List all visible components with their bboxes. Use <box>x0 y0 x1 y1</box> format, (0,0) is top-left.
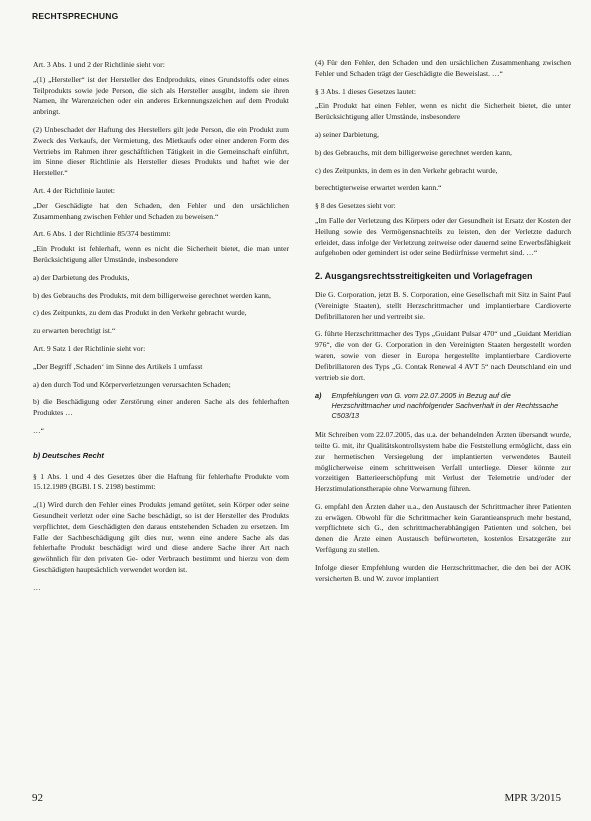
paragraph: b) des Gebrauchs, mit dem billigerweise gerechnet werden kann, <box>315 147 512 157</box>
page-number: 92 <box>32 792 43 804</box>
paragraph: Art. 6 Abs. 1 der Richtlinie 85/374 bestimmt: <box>33 229 171 239</box>
left-column <box>33 60 289 600</box>
note-letter: a) <box>315 391 322 401</box>
right-column-mid <box>315 290 571 383</box>
subsection-note <box>315 391 571 420</box>
note-text: Empfehlungen von G. vom 22.07.2005 in Bezug auf die Herzschrittmacher und nachfolgender Sachverhalt in der Rechtssache C503/13 <box>331 391 559 420</box>
paragraph: a) seiner Darbietung, <box>315 129 379 139</box>
paragraph: § 1 Abs. 1 und 4 des Gesetzes über die Haftung für fehlerhafte Produkte vom 15.12.1989 (BGBl. I S. 2198) bestimmt: <box>33 471 289 492</box>
paragraph: a) den durch Tod und Körperverletzungen verursachten Schaden; <box>33 379 231 389</box>
paragraph: „(1) Wird durch den Fehler eines Produkts jemand getötet, sein Körper oder seine Gesundheit verletzt oder eine Sache beschädigt, so ist der Hersteller des Produkts verpflichtet, dem Geschädigten den daraus entstehenden Schaden zu ersetzen. Im Falle der Sachbeschädigung gilt dies nur, wenn eine andere Sache als das fehlerhafte Produkt beschädigt wird und diese andere Sache ihrer Art nach gewöhnlich für den privaten Ge- oder Verbrauch bestimmt und hierzu von dem Geschädigten hauptsächlich verwendet worden ist. <box>33 500 289 574</box>
paragraph: Art. 9 Satz 1 der Richtlinie sieht vor: <box>33 343 146 353</box>
paragraph: „Der Begriff ‚Schaden‘ im Sinne des Artikels 1 umfasst <box>33 361 203 371</box>
paragraph: „(1) „Hersteller“ ist der Hersteller des Endprodukts, eines Grundstoffs oder eines Teilprodukts sowie jede Person, die sich als Hersteller ausgibt, indem sie ihren Namen, ihr Warenzeichen oder ein anderes Erkennungszeichen auf dem Produkt anbringt. <box>33 74 289 117</box>
paragraph: Die G. Corporation, jetzt B. S. Corporation, eine Gesellschaft mit Sitz in Saint Paul (Vereinigte Staaten), stellt Herzschrittmacher und implantierbare Cardioverte Defibrillatoren her und vertreibt sie. <box>315 289 571 321</box>
paragraph: Art. 3 Abs. 1 und 2 der Richtlinie sieht vor: <box>33 60 165 69</box>
paragraph: „Der Geschädigte hat den Schaden, den Fehler und den ursächlichen Zusammenhang zwischen Fehler und Schaden zu beweisen.“ <box>33 200 289 221</box>
paragraph: berechtigterweise erwartet werden kann.“ <box>315 183 442 193</box>
paragraph: a) der Darbietung des Produkts, <box>33 272 130 282</box>
paragraph: G. führte Herzschrittmacher des Typs „Guidant Pulsar 470“ und „Guidant Meridian 976“, die von der G. Corporation in den Vereinigten Staaten hergestellt worden waren, sowie von dieser in Europa hergestellte implantierbare Cardioverte Defibrillatoren des Typs „G. Contak Renewal 4 AVT 5“ nach Deutschland ein und vertrieb sie dort. <box>315 329 571 382</box>
right-column-top <box>315 58 571 259</box>
paragraph: …“ <box>33 425 44 435</box>
paragraph: „Ein Produkt hat einen Fehler, wenn es nicht die Sicherheit bietet, die unter Berücksichtigung aller Umstände, insbesondere <box>315 101 571 122</box>
right-column-bottom <box>315 430 571 584</box>
paragraph: zu erwarten berechtigt ist.“ <box>33 326 116 336</box>
right-column <box>315 58 571 591</box>
paragraph: § 8 des Gesetzes sieht vor: <box>315 201 396 211</box>
paragraph: „Ein Produkt ist fehlerhaft, wenn es nicht die Sicherheit bietet, die man unter Berücksichtigung aller Umstände, insbesondere <box>33 244 289 264</box>
paragraph: b) des Gebrauchs des Produkts, mit dem billigerweise gerechnet werden kann, <box>33 290 271 300</box>
page-section-title: RECHTSPRECHUNG <box>32 11 119 21</box>
paragraph: c) des Zeitpunkts, in dem es in den Verkehr gebracht wurde, <box>315 165 498 175</box>
paragraph: c) des Zeitpunkts, zu dem das Produkt in den Verkehr gebracht wurde, <box>33 308 247 318</box>
paragraph: „Im Falle der Verletzung des Körpers oder der Gesundheit ist Ersatz der Kosten der Heilung sowie des Vermögensnachteils zu leisten, den der Verletzte dadurch erleidet, dass infolge der Verletzung zeitweise oder dauernd seine Erwerbsfähigkeit aufgehoben oder gemindert ist oder seine Bedürfnisse vermehrt sind. …“ <box>315 215 571 258</box>
paragraph: § 3 Abs. 1 dieses Gesetzes lautet: <box>315 86 417 96</box>
page-footer <box>32 792 561 804</box>
paragraph: G. empfahl den Ärzten daher u.a., den Austausch der Schrittmacher ihrer Patienten zu erwägen. Obwohl für die Schrittmacher kein Garantieanspruch mehr bestand, verpflichtete sich G., den schrittmacherabhängigen Patienten und solchen, bei denen die Ärzte einen Austausch befürworteten, kostenlos Ersatzgeräte zur Verfügung zu stellen. <box>315 501 571 555</box>
paragraph: (2) Unbeschadet der Haftung des Herstellers gilt jede Person, die ein Produkt zum Zweck des Verkaufs, der Vermietung, des Mietkaufs oder einer anderen Form des Vertriebs im Rahmen ihrer geschäftlichen Tätigkeit in die Gemeinschaft einführt, im Sinne dieser Richtlinie als Hersteller dieses Produkts und haftet wie der Hersteller.“ <box>33 124 289 178</box>
section-heading: 2. Ausgangsrechtsstreitigkeiten und Vorlagefragen <box>315 271 533 282</box>
paragraph: Art. 4 der Richtlinie lautet: <box>33 185 116 195</box>
paragraph: Mit Schreiben vom 22.07.2005, das u.a. der behandelnden Ärzten übersandt wurde, teilte G. mit, ihr Qualitätskontrollsystem habe die Feststellung ermöglicht, dass ein zur hermetischen Versiegelung der implantierten verwendetes Bauteil möglicherweise einem schrittweisen Verfall unterliege. Dieser könnte zur vorzeitigen Batterieerschöpfung mit Verlust der Telemetrie und/oder der Herzstimulationstherapie ohne Vorwarnung führen. <box>315 430 571 494</box>
paragraph: … <box>33 582 41 592</box>
paragraph: Infolge dieser Empfehlung wurden die Herzschrittmacher, die den bei der AOK versicherten B. und W. zuvor implantiert <box>315 562 571 583</box>
left-column-top <box>33 60 289 437</box>
left-column-bottom <box>33 472 289 594</box>
subheading-german-law: b) Deutsches Recht <box>33 450 104 460</box>
paragraph: (4) Für den Fehler, den Schaden und den ursächlichen Zusammenhang zwischen Fehler und Schaden trägt der Geschädigte die Beweislast. …“ <box>315 58 571 78</box>
journal-issue: MPR 3/2015 <box>504 792 561 804</box>
paragraph: b) die Beschädigung oder Zerstörung einer anderen Sache als des fehlerhaften Produktes … <box>33 397 289 418</box>
